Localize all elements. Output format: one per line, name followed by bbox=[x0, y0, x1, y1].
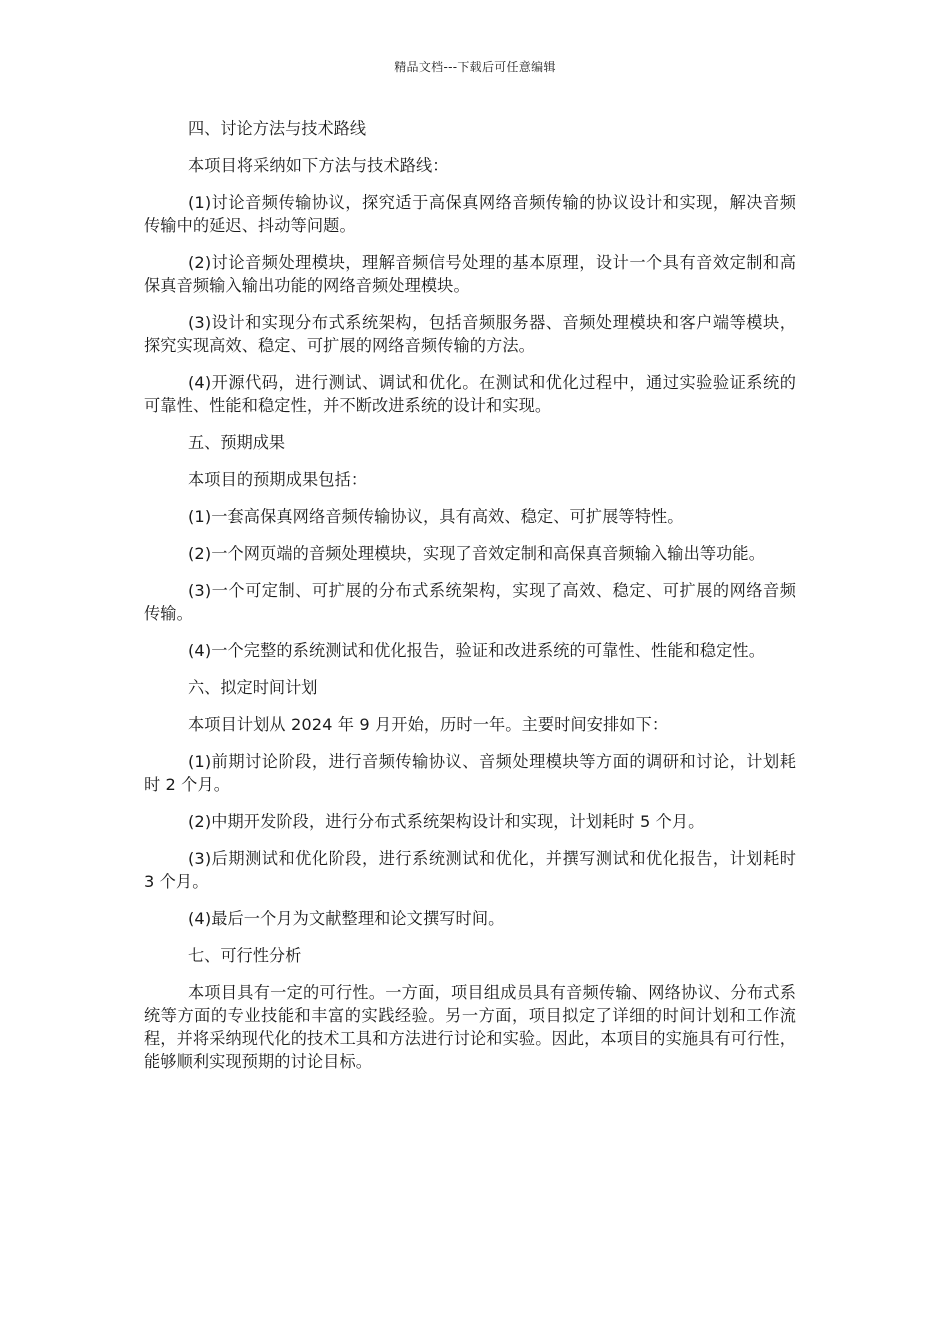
paragraph: (1)讨论音频传输协议，探究适于高保真网络音频传输的协议设计和实现，解决音频传输中的延迟、抖动等问题。 bbox=[144, 193, 796, 235]
paragraph: 本项目计划从 2024 年 9 月开始，历时一年。主要时间安排如下： bbox=[188, 715, 669, 734]
paragraph: 本项目将采纳如下方法与技术路线： bbox=[188, 156, 449, 175]
paragraph: (4)最后一个月为文献整理和论文撰写时间。 bbox=[188, 909, 505, 928]
section-heading: 四、讨论方法与技术路线 bbox=[188, 119, 367, 138]
paragraph: (1)前期讨论阶段，进行音频传输协议、音频处理模块等方面的调研和讨论，计划耗时 2 个月。 bbox=[144, 752, 796, 794]
section-heading: 五、预期成果 bbox=[188, 433, 286, 452]
paragraph: 本项目具有一定的可行性。一方面，项目组成员具有音频传输、网络协议、分布式系统等方面的专业技能和丰富的实践经验。另一方面，项目拟定了详细的时间计划和工作流程，并将采纳现代化的技术工具和方法进行讨论和实验。因此，本项目的实施具有可行性，能够顺利实现预期的讨论目标。 bbox=[144, 983, 796, 1071]
page-header: 精品文档---下载后可任意编辑 bbox=[394, 60, 556, 74]
paragraph: (1)一套高保真网络音频传输协议，具有高效、稳定、可扩展等特性。 bbox=[188, 507, 684, 526]
paragraph: (2)一个网页端的音频处理模块，实现了音效定制和高保真音频输入输出等功能。 bbox=[188, 544, 766, 563]
paragraph: (3)后期测试和优化阶段，进行系统测试和优化，并撰写测试和优化报告，计划耗时 3 个月。 bbox=[144, 849, 796, 891]
paragraph: (4)一个完整的系统测试和优化报告，验证和改进系统的可靠性、性能和稳定性。 bbox=[188, 641, 766, 660]
document-body bbox=[144, 117, 796, 1073]
paragraph: (2)讨论音频处理模块，理解音频信号处理的基本原理，设计一个具有音效定制和高保真音频输入输出功能的网络音频处理模块。 bbox=[144, 253, 796, 295]
paragraph: (3)一个可定制、可扩展的分布式系统架构，实现了高效、稳定、可扩展的网络音频传输。 bbox=[144, 581, 796, 623]
section-heading: 七、可行性分析 bbox=[188, 946, 302, 965]
paragraph: 本项目的预期成果包括： bbox=[188, 470, 368, 489]
section-heading: 六、拟定时间计划 bbox=[188, 678, 318, 697]
paragraph: (3)设计和实现分布式系统架构，包括音频服务器、音频处理模块和客户端等模块，探究实现高效、稳定、可扩展的网络音频传输的方法。 bbox=[144, 313, 796, 355]
paragraph: (2)中期开发阶段，进行分布式系统架构设计和实现，计划耗时 5 个月。 bbox=[188, 812, 705, 831]
paragraph: (4)开源代码，进行测试、调试和优化。在测试和优化过程中，通过实验验证系统的可靠性、性能和稳定性，并不断改进系统的设计和实现。 bbox=[144, 373, 796, 415]
